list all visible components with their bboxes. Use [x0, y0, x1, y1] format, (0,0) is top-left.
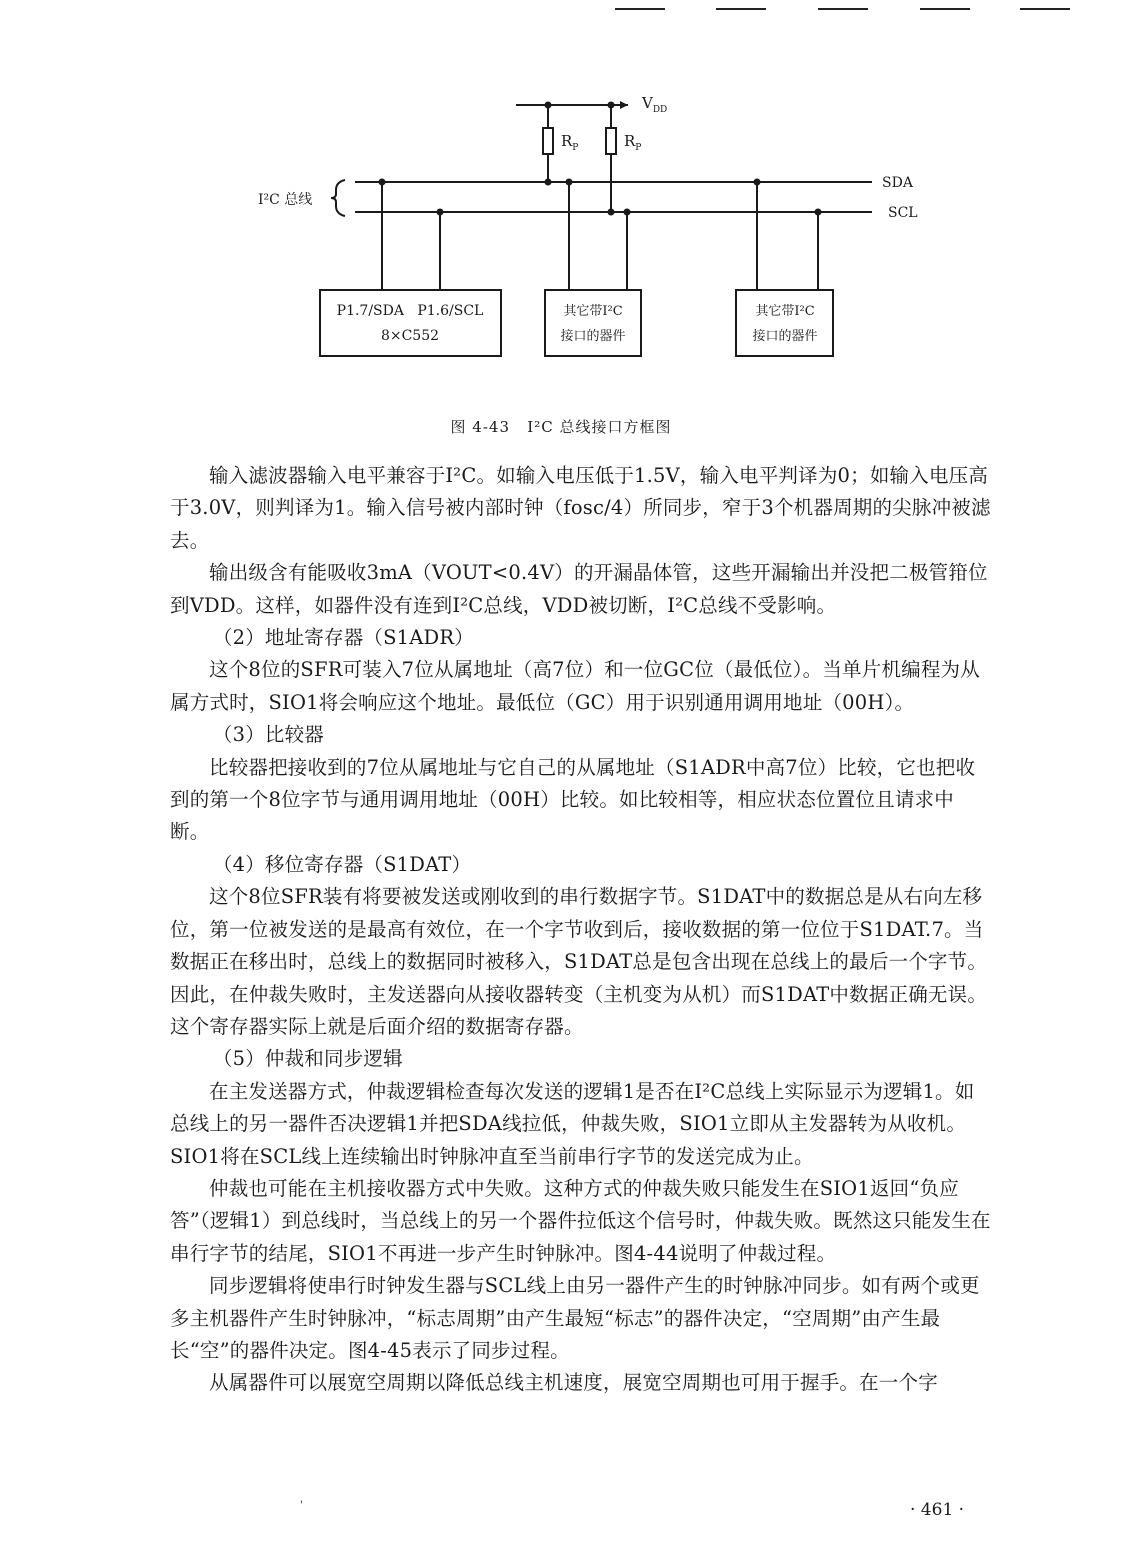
- section-heading: （3）比较器: [212, 723, 324, 747]
- paragraph: 这个8位SFR装有将要被发送或刚收到的串行数据字节。S1DAT中的数据总是从右向左移位，第一位被发送的是最高有效位，在一个字节收到后，接收数据的第一位位于S1DAT.7。当数据正在移出时，总线上的数据同时被移入，S1DAT总是包含出现在总线上的最后一个字节。因此，在仲裁失败时，主发送器向从接收器转变（主机变为从机）而S1DAT中数据正确无误。这个寄存器实际上就是后面介绍的数据寄存器。: [170, 885, 988, 1038]
- i2c-bus-diagram: [0, 0, 1122, 410]
- device1-label-line2: 接口的器件: [560, 329, 626, 344]
- paragraph: 同步逻辑将使串行时钟发生器与SCL线上由另一器件产生的时钟脉冲同步。如有两个或更多主机器件产生时钟脉冲，“标志周期”由产生最短“标志”的器件决定，“空周期”由产生最长“空”的器件决定。图4-45表示了同步过程。: [170, 1274, 980, 1362]
- device-box-2: [736, 290, 833, 356]
- rp-label-1: $R_P$: [561, 132, 579, 153]
- mcu-label-line1: P1.7/SDA P1.6/SCL: [336, 303, 484, 319]
- paragraph: 这个8位的SFR可装入7位从属地址（高7位）和一位GC位（最低位）。当单片机编程为从属方式时，SIO1将会响应这个地址。最低位（GC）用于识别通用调用地址（00H）。: [170, 658, 980, 714]
- section-heading: （5）仲裁和同步逻辑: [212, 1047, 403, 1071]
- section-heading: （4）移位寄存器（S1DAT）: [212, 852, 472, 876]
- bus-label: I²C 总线: [258, 192, 313, 208]
- figure-caption: 图 4-43 I²C 总线接口方框图: [450, 418, 672, 436]
- mcu-label-line2: 8×C552: [380, 328, 440, 344]
- section-heading: （2）地址寄存器（S1ADR）: [212, 626, 474, 650]
- paragraph: 从属器件可以展宽空周期以降低总线主机速度，展宽空周期也可用于握手。在一个字: [209, 1371, 938, 1395]
- paragraph: 在主发送器方式，仲裁逻辑检查每次发送的逻辑1是否在I²C总线上实际显示为逻辑1。如总线上的另一器件否决逻辑1并把SDA线拉低，仲裁失败，SIO1立即从主发器转为从收机。SIO1将在SCL线上连续输出时钟脉冲直至当前串行字节的发送完成为止。: [170, 1079, 975, 1168]
- paragraph: 仲裁也可能在主机接收器方式中失败。这种方式的仲裁失败只能发生在SIO1返回“负应答”（逻辑1）到总线时，当总线上的另一个器件拉低这个信号时，仲裁失败。既然这只能发生在串行字节的结尾，SIO1不再进一步产生时钟脉冲。图4-44说明了仲裁过程。: [170, 1176, 991, 1265]
- scl-label: SCL: [888, 205, 918, 221]
- device1-label-line1: 其它带I²C: [563, 304, 623, 319]
- paragraph: 输出级含有能吸收3mA（VOUT<0.4V）的开漏晶体管，这些开漏输出并没把二极管箝位到VDD。这样，如器件没有连到I²C总线，VDD被切断，I²C总线不受影响。: [170, 561, 988, 617]
- device2-label-line2: 接口的器件: [752, 329, 818, 344]
- page-number: · 461 ·: [910, 1500, 965, 1520]
- mcu-box: [320, 290, 501, 356]
- rp-label-2: $R_P$: [624, 132, 642, 153]
- device2-label-line1: 其它带I²C: [755, 304, 815, 319]
- stray-mark: ': [300, 1500, 303, 1511]
- vdd-label: $V_{DD}$: [642, 94, 668, 115]
- paragraph: 比较器把接收到的7位从属地址与它自己的从属地址（S1ADR中高7位）比较，它也把收到的第一个8位字节与通用调用地址（00H）比较。如比较相等，相应状态位置位且请求中断。: [170, 755, 976, 844]
- device-box-1: [545, 290, 641, 356]
- body-text: [170, 460, 992, 1400]
- paragraph: 输入滤波器输入电平兼容于I²C。如输入电压低于1.5V，输入电平判译为0；如输入电压高于3.0V，则判译为1。输入信号被内部时钟（fosc/4）所同步，窄于3个机器周期的尖脉冲被滤去。: [170, 464, 991, 552]
- sda-label: SDA: [882, 175, 913, 191]
